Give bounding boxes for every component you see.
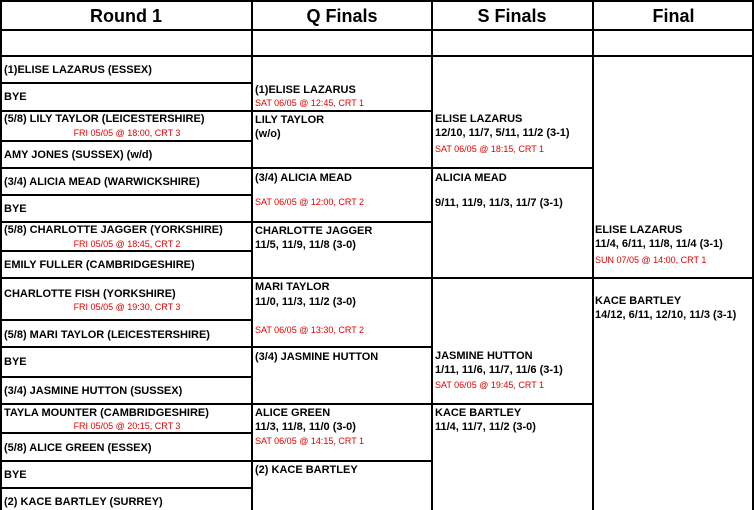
grid-line — [0, 82, 252, 84]
qf-score: 11/0, 11/3, 11/2 (3-0) — [255, 296, 356, 308]
header-final: Final — [652, 6, 695, 26]
final-player-1: ELISE LAZARUS — [595, 224, 683, 236]
grid-line — [432, 277, 593, 279]
grid-line — [0, 432, 252, 434]
grid-line — [0, 194, 252, 196]
sf-score: 12/10, 11/7, 5/11, 11/2 (3-1) — [435, 127, 570, 139]
grid-line — [0, 487, 252, 489]
round1-match-schedule: FRI 05/05 @ 20:15, CRT 3 — [73, 421, 181, 431]
round1-player-9: CHARLOTTE FISH (YORKSHIRE) — [4, 288, 176, 300]
qf-player-6: (3/4) JASMINE HUTTON — [255, 351, 379, 363]
round1-player-13: TAYLA MOUNTER (CAMBRIDGESHIRE) — [4, 407, 209, 419]
qf-player-5: MARI TAYLOR — [255, 281, 330, 293]
qf-player-7: ALICE GREEN — [255, 407, 331, 419]
round1-match-schedule: FRI 05/05 @ 18:00, CRT 3 — [73, 128, 181, 138]
header-qfinals: Q Finals — [306, 6, 378, 26]
round1-player-5: (3/4) ALICIA MEAD (WARWICKSHIRE) — [4, 176, 200, 188]
final-score: 14/12, 6/11, 12/10, 11/3 (3-1) — [595, 309, 737, 321]
round1-player-3: (5/8) LILY TAYLOR (LEICESTERSHIRE) — [4, 113, 205, 125]
sf-player-2: ALICIA MEAD — [435, 172, 507, 184]
grid-line — [0, 55, 754, 57]
sf-score: 9/11, 11/9, 11/3, 11/7 (3-1) — [435, 197, 563, 209]
grid-line — [0, 403, 252, 405]
grid-line — [252, 221, 432, 223]
grid-line — [432, 403, 593, 405]
grid-line — [252, 460, 432, 462]
round1-player-14: (5/8) ALICE GREEN (ESSEX) — [4, 442, 152, 454]
sf-score: 11/4, 11/7, 11/2 (3-0) — [435, 421, 536, 433]
round1-player-15: BYE — [4, 469, 27, 481]
round1-player-2: BYE — [4, 91, 27, 103]
final-score: 11/4, 6/11, 11/8, 11/4 (3-1) — [595, 238, 723, 250]
qf-player-2: LILY TAYLOR — [255, 114, 325, 126]
sf-match-schedule: SAT 06/05 @ 18:15, CRT 1 — [435, 144, 545, 154]
grid-line — [252, 277, 432, 279]
qf-score: 11/3, 11/8, 11/0 (3-0) — [255, 421, 356, 433]
round1-match-schedule: FRI 05/05 @ 18:45, CRT 2 — [73, 239, 181, 249]
sf-match-schedule: SAT 06/05 @ 19:45, CRT 1 — [435, 380, 545, 390]
grid-line — [252, 403, 432, 405]
round1-player-7: (5/8) CHARLOTTE JAGGER (YORKSHIRE) — [4, 224, 223, 236]
round1-player-6: BYE — [4, 203, 27, 215]
grid-line — [0, 29, 754, 31]
sf-player-3: JASMINE HUTTON — [435, 350, 533, 362]
grid-line — [431, 0, 433, 510]
grid-line — [0, 140, 252, 142]
qf-player-1: (1)ELISE LAZARUS — [255, 84, 356, 96]
qf-player-8: (2) KACE BARTLEY — [255, 464, 358, 476]
grid-line — [0, 277, 252, 279]
qf-match-schedule: SAT 06/05 @ 14:15, CRT 1 — [255, 436, 365, 446]
grid-line — [432, 167, 593, 169]
qf-score: (w/o) — [255, 128, 281, 140]
round1-player-11: BYE — [4, 356, 27, 368]
grid-line — [0, 319, 252, 321]
sf-score: 1/11, 11/6, 11/7, 11/6 (3-1) — [435, 364, 563, 376]
round1-player-10: (5/8) MARI TAYLOR (LEICESTERSHIRE) — [4, 329, 210, 341]
round1-player-8: EMILY FULLER (CAMBRIDGESHIRE) — [4, 259, 195, 271]
grid-line — [252, 346, 432, 348]
qf-player-4: CHARLOTTE JAGGER — [255, 225, 373, 237]
round1-player-12: (3/4) JASMINE HUTTON (SUSSEX) — [4, 385, 183, 397]
grid-line — [0, 460, 252, 462]
grid-line — [0, 346, 252, 348]
qf-player-3: (3/4) ALICIA MEAD — [255, 172, 352, 184]
header-sfinals: S Finals — [477, 6, 547, 26]
grid-line — [252, 167, 432, 169]
qf-match-schedule: SAT 06/05 @ 12:45, CRT 1 — [255, 98, 365, 108]
grid-line — [0, 376, 252, 378]
final-match-schedule: SUN 07/05 @ 14:00, CRT 1 — [595, 255, 707, 265]
header-round1: Round 1 — [90, 6, 162, 26]
grid-line — [593, 277, 754, 279]
round1-player-4: AMY JONES (SUSSEX) (w/d) — [4, 149, 153, 161]
round1-player-1: (1)ELISE LAZARUS (ESSEX) — [4, 64, 152, 76]
qf-score: 11/5, 11/9, 11/8 (3-0) — [255, 239, 356, 251]
qf-match-schedule: SAT 06/05 @ 12:00, CRT 2 — [255, 197, 365, 207]
grid-line — [0, 110, 252, 112]
sf-player-1: ELISE LAZARUS — [435, 113, 523, 125]
grid-line — [0, 0, 754, 2]
round1-player-16: (2) KACE BARTLEY (SURREY) — [4, 496, 163, 508]
qf-match-schedule: SAT 06/05 @ 13:30, CRT 2 — [255, 325, 365, 335]
grid-line — [592, 0, 594, 510]
grid-line — [0, 221, 252, 223]
grid-line — [0, 250, 252, 252]
grid-line — [0, 167, 252, 169]
final-player-2: KACE BARTLEY — [595, 295, 682, 307]
round1-match-schedule: FRI 05/05 @ 19:30, CRT 3 — [73, 302, 181, 312]
sf-player-4: KACE BARTLEY — [435, 407, 522, 419]
grid-line — [252, 110, 432, 112]
